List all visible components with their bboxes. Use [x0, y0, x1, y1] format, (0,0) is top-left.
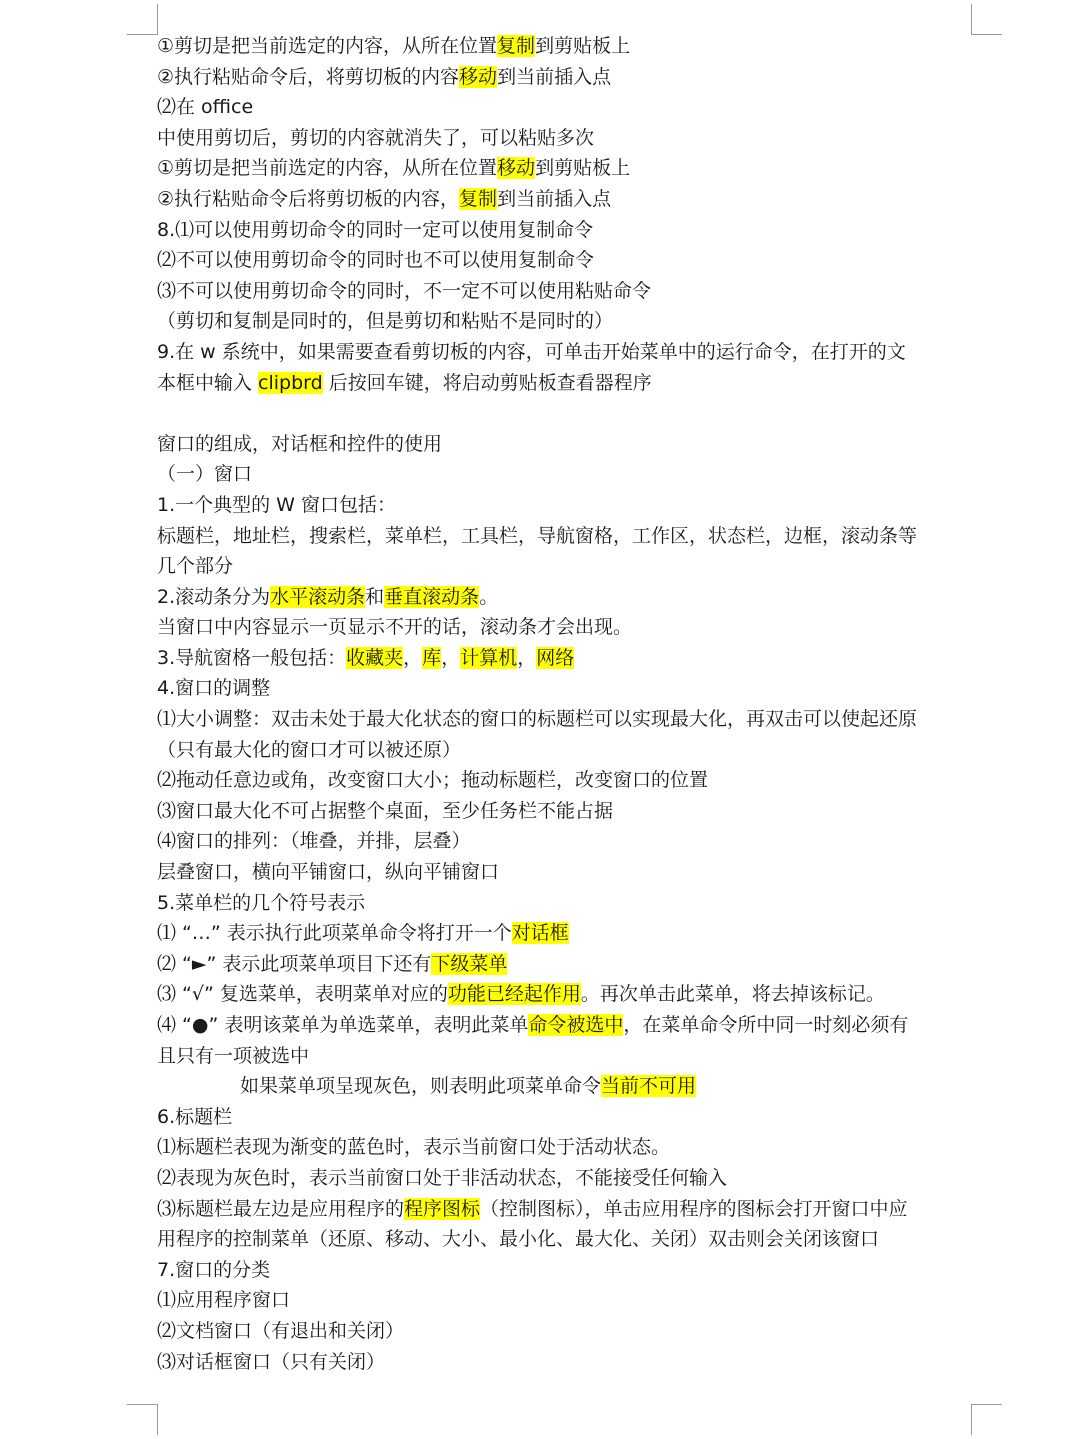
- text-line: [157, 521, 977, 552]
- text-line: [157, 979, 977, 1010]
- document-page: [157, 31, 977, 1377]
- text-segment: 几个部分: [157, 555, 234, 578]
- text-segment: ⑵不可以使用剪切命令的同时也不可以使用复制命令: [157, 249, 595, 272]
- text-segment: ⑵拖动任意边或角，改变窗口大小；拖动标题栏，改变窗口的位置: [157, 769, 709, 792]
- text-segment: 4.窗口的调整: [157, 677, 271, 700]
- text-line: [157, 490, 977, 521]
- text-line: [157, 857, 977, 888]
- text-line: [157, 459, 977, 490]
- text-segment: 本框中输入: [157, 371, 259, 394]
- text-line: [157, 368, 977, 399]
- text-segment: 到剪贴板上: [535, 35, 631, 57]
- text-line: [157, 612, 977, 643]
- text-line: [157, 888, 977, 919]
- text-segment: 。: [479, 585, 499, 608]
- text-segment: ⑴大小调整：双击未处于最大化状态的窗口的标题栏可以实现最大化，再双击可以使起还原: [157, 708, 918, 731]
- text-line: [157, 1347, 977, 1378]
- text-segment: ⑶不可以使用剪切命令的同时，不一定不可以使用粘贴命令: [157, 279, 652, 302]
- highlighted-text: 计算机: [460, 646, 518, 669]
- highlighted-text: 程序图标: [404, 1197, 481, 1220]
- text-segment: 后按回车键，将启动剪贴板查看器程序: [322, 371, 652, 394]
- highlighted-text: clipbrd: [258, 371, 323, 394]
- highlighted-text: 库: [422, 646, 442, 669]
- text-line: [157, 337, 977, 368]
- text-segment: 5.菜单栏的几个符号表示: [157, 891, 366, 914]
- text-segment: ⑴应用程序窗口: [157, 1289, 291, 1312]
- text-segment: ②执行粘贴命令后，将剪切板的内容: [157, 65, 460, 88]
- text-line: [157, 673, 977, 704]
- text-segment: 到当前插入点: [497, 65, 612, 88]
- text-line: [157, 1316, 977, 1347]
- text-segment: （剪切和复制是同时的，但是剪切和粘贴不是同时的）: [157, 310, 614, 333]
- text-line: [157, 215, 977, 246]
- text-segment: ①剪切是把当前选定的内容，从所在位置: [157, 35, 498, 57]
- text-line: [157, 1041, 977, 1072]
- text-segment: （控制图标），单击应用程序的图标会打开窗口中应: [480, 1197, 908, 1220]
- page-corner-mark-bottom-right: [971, 1404, 1002, 1435]
- text-segment: 和: [365, 585, 385, 608]
- text-segment: 1.一个典型的 W 窗口包括：: [157, 493, 396, 516]
- highlighted-text: 移动: [497, 157, 536, 180]
- highlighted-text: 垂直滚动条: [384, 585, 480, 608]
- text-segment: 标题栏，地址栏，搜索栏，菜单栏，工具栏，导航窗格，工作区，状态栏，边框，滚动条等: [157, 524, 918, 547]
- text-line: [157, 1132, 977, 1163]
- text-line: [157, 918, 977, 949]
- text-segment: 当窗口中内容显示一页显示不开的话，滚动条才会出现。: [157, 616, 633, 639]
- text-segment: 3.导航窗格一般包括：: [157, 646, 347, 669]
- text-segment: ，: [441, 646, 461, 669]
- text-segment: 9.在 w 系统中，如果需要查看剪切板的内容，可单击开始菜单中的运行命令，在打开的文: [157, 340, 906, 363]
- text-segment: ⑵ “►” 表示此项菜单项目下还有: [157, 952, 432, 975]
- blank-line: [157, 398, 977, 429]
- text-line: [157, 735, 977, 766]
- text-line: [157, 643, 977, 674]
- text-line: [157, 1071, 977, 1102]
- text-segment: 到当前插入点: [497, 187, 612, 210]
- text-line: [157, 1285, 977, 1316]
- text-line: [157, 796, 977, 827]
- text-segment: 2.滚动条分为: [157, 585, 271, 608]
- text-segment: 到剪贴板上: [535, 157, 631, 180]
- text-line: [157, 1255, 977, 1286]
- text-segment: ⑷ “●” 表明该菜单为单选菜单，表明此菜单: [157, 1014, 529, 1036]
- highlighted-text: 复制: [459, 187, 498, 210]
- text-segment: ⑴标题栏表现为渐变的蓝色时，表示当前窗口处于活动状态。: [157, 1136, 671, 1159]
- highlighted-text: 下级菜单: [431, 952, 508, 975]
- text-segment: ，在菜单命令所中同一时刻必须有: [623, 1014, 909, 1036]
- text-segment: 用程序的控制菜单（还原、移动、大小、最小化、最大化、关闭）双击则会关闭该窗口: [157, 1228, 880, 1251]
- text-segment: 8.⑴可以使用剪切命令的同时一定可以使用复制命令: [157, 218, 594, 241]
- text-segment: ⑶标题栏最左边是应用程序的: [157, 1197, 405, 1220]
- text-line: [157, 765, 977, 796]
- highlighted-text: 当前不可用: [601, 1075, 697, 1098]
- text-line: [157, 184, 977, 215]
- text-segment: 且只有一项被选中: [157, 1044, 310, 1067]
- highlighted-text: 复制: [497, 35, 536, 57]
- text-line: [157, 62, 977, 93]
- text-segment: ②执行粘贴命令后将剪切板的内容，: [157, 187, 460, 210]
- page-corner-mark-bottom-left: [127, 1404, 158, 1435]
- text-line: [157, 949, 977, 980]
- text-segment: ⑴ “…” 表示执行此项菜单命令将打开一个: [157, 922, 512, 945]
- text-segment: ⑶窗口最大化不可占据整个桌面，至少任务栏不能占据: [157, 799, 614, 822]
- text-segment: 层叠窗口，横向平铺窗口，纵向平铺窗口: [157, 861, 500, 884]
- highlighted-text: 收藏夹: [346, 646, 404, 669]
- text-line: [157, 704, 977, 735]
- text-line: [157, 306, 977, 337]
- text-segment: ，: [403, 646, 423, 669]
- text-segment: （只有最大化的窗口才可以被还原）: [157, 738, 462, 761]
- highlighted-text: 水平滚动条: [270, 585, 366, 608]
- text-segment: 窗口的组成，对话框和控件的使用: [157, 432, 443, 455]
- text-line: [157, 1224, 977, 1255]
- text-segment: 如果菜单项呈现灰色，则表明此项菜单命令: [240, 1075, 602, 1098]
- highlighted-text: 网络: [536, 646, 575, 669]
- highlighted-text: 功能已经起作用: [447, 983, 581, 1006]
- text-line: [157, 31, 977, 62]
- text-segment: ①剪切是把当前选定的内容，从所在位置: [157, 157, 498, 180]
- text-line: [157, 1163, 977, 1194]
- text-line: [157, 1194, 977, 1225]
- text-segment: 7.窗口的分类: [157, 1258, 271, 1281]
- text-segment: ⑶ “√” 复选菜单，表明菜单对应的: [157, 983, 448, 1006]
- text-segment: 中使用剪切后，剪切的内容就消失了，可以粘贴多次: [157, 126, 595, 149]
- text-line: [157, 429, 977, 460]
- text-line: [157, 92, 977, 123]
- highlighted-text: 移动: [459, 65, 498, 88]
- text-segment: ⑵文档窗口（有退出和关闭）: [157, 1319, 405, 1342]
- text-segment: ⑷窗口的排列：（堆叠，并排，层叠）: [157, 830, 471, 853]
- text-segment: 。再次单击此菜单，将去掉该标记。: [580, 983, 885, 1006]
- text-line: [157, 1010, 977, 1041]
- text-segment: ⑵表现为灰色时，表示当前窗口处于非活动状态，不能接受任何输入: [157, 1166, 728, 1189]
- text-line: [157, 551, 977, 582]
- text-line: [157, 582, 977, 613]
- highlighted-text: 对话框: [511, 922, 569, 945]
- text-line: [157, 826, 977, 857]
- text-line: [157, 276, 977, 307]
- page-corner-mark-top-left: [127, 4, 158, 35]
- text-segment: （一）窗口: [157, 463, 253, 486]
- text-line: [157, 123, 977, 154]
- text-segment: ，: [517, 646, 537, 669]
- text-segment: 6.标题栏: [157, 1105, 233, 1128]
- highlighted-text: 命令被选中: [528, 1014, 624, 1036]
- text-line: [157, 245, 977, 276]
- text-segment: ⑶对话框窗口（只有关闭）: [157, 1350, 386, 1373]
- text-segment: ⑵在 office: [157, 96, 254, 119]
- text-line: [157, 1102, 977, 1133]
- text-line: [157, 153, 977, 184]
